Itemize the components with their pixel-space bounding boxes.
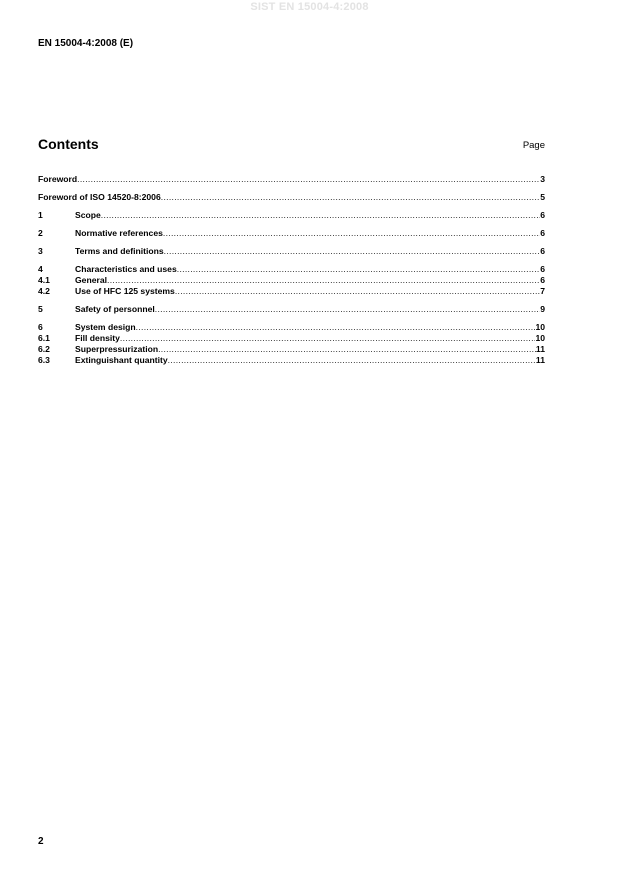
- toc-dot-leader: [107, 275, 540, 286]
- toc-entry-terms-definitions[interactable]: [38, 246, 545, 257]
- toc-entry-foreword[interactable]: [38, 174, 545, 185]
- toc-entry-page: 6: [540, 228, 545, 238]
- table-of-contents: [38, 174, 545, 366]
- toc-entry-number: 4.1: [38, 275, 50, 285]
- toc-entry-page: 3: [540, 174, 545, 184]
- toc-dot-leader: [175, 286, 540, 297]
- toc-entry-number: 3: [38, 246, 43, 256]
- toc-entry-number: 2: [38, 228, 43, 238]
- toc-entry-number: 6.3: [38, 355, 50, 365]
- toc-entry-normative-references[interactable]: [38, 228, 545, 239]
- toc-entry-label: Normative references: [75, 228, 163, 238]
- toc-entry-superpressurization[interactable]: [38, 344, 545, 355]
- toc-entry-label: Superpressurization: [75, 344, 159, 354]
- toc-entry-fill-density[interactable]: [38, 333, 545, 344]
- toc-entry-page: 6: [540, 210, 545, 220]
- toc-dot-leader: [158, 344, 536, 355]
- toc-entry-label: System design: [75, 322, 136, 332]
- toc-entry-page: 6: [540, 264, 545, 274]
- toc-entry-iso-foreword[interactable]: [38, 192, 545, 203]
- toc-entry-label: Terms and definitions: [75, 246, 164, 256]
- toc-entry-characteristics-uses[interactable]: [38, 264, 545, 275]
- toc-entry-page: 6: [540, 246, 545, 256]
- toc-dot-leader: [168, 355, 536, 366]
- toc-dot-leader: [161, 192, 540, 203]
- toc-entry-hfc-125-systems[interactable]: [38, 286, 545, 297]
- toc-entry-label: Characteristics and uses: [75, 264, 177, 274]
- toc-entry-label: Safety of personnel: [75, 304, 155, 314]
- toc-entry-page: 9: [540, 304, 545, 314]
- toc-entry-general[interactable]: [38, 275, 545, 286]
- toc-dot-leader: [164, 246, 541, 257]
- toc-entry-label: Extinguishant quantity: [75, 355, 168, 365]
- toc-entry-number: 4: [38, 264, 43, 274]
- document-identifier: EN 15004-4:2008 (E): [38, 38, 134, 49]
- toc-entry-system-design[interactable]: [38, 322, 545, 333]
- page-column-label: Page: [522, 140, 545, 151]
- toc-entry-page: 11: [535, 355, 545, 365]
- toc-dot-leader: [136, 322, 536, 333]
- toc-dot-leader: [177, 264, 540, 275]
- toc-entry-page: 11: [535, 344, 545, 354]
- toc-entry-page: 5: [540, 192, 545, 202]
- toc-entry-label: Foreword: [38, 174, 78, 184]
- toc-entry-number: 1: [38, 210, 43, 220]
- toc-entry-number: 6.1: [38, 333, 50, 343]
- toc-entry-page: 7: [540, 286, 545, 296]
- toc-entry-page: 10: [535, 322, 545, 332]
- toc-entry-page: 6: [540, 275, 545, 285]
- toc-entry-number: 6: [38, 322, 43, 332]
- toc-entry-label: General: [75, 275, 108, 285]
- toc-entry-label: Foreword of ISO 14520-8:2006: [38, 192, 161, 202]
- toc-dot-leader: [120, 333, 536, 344]
- toc-dot-leader: [155, 304, 540, 315]
- toc-dot-leader: [77, 174, 540, 185]
- toc-entry-number: 5: [38, 304, 43, 314]
- toc-entry-label: Fill density: [75, 333, 120, 343]
- toc-entry-safety-personnel[interactable]: [38, 304, 545, 315]
- toc-entry-scope[interactable]: [38, 210, 545, 221]
- contents-title: Contents: [38, 136, 99, 152]
- page-number: 2: [38, 836, 44, 847]
- toc-dot-leader: [101, 210, 540, 221]
- toc-entry-label: Scope: [75, 210, 101, 220]
- toc-entry-extinguishant-quantity[interactable]: [38, 355, 545, 366]
- toc-entry-page: 10: [535, 333, 545, 343]
- watermark-text: SIST EN 15004-4:2008: [250, 1, 369, 13]
- toc-entry-number: 4.2: [38, 286, 50, 296]
- toc-entry-label: Use of HFC 125 systems: [75, 286, 175, 296]
- toc-dot-leader: [163, 228, 540, 239]
- toc-entry-number: 6.2: [38, 344, 50, 354]
